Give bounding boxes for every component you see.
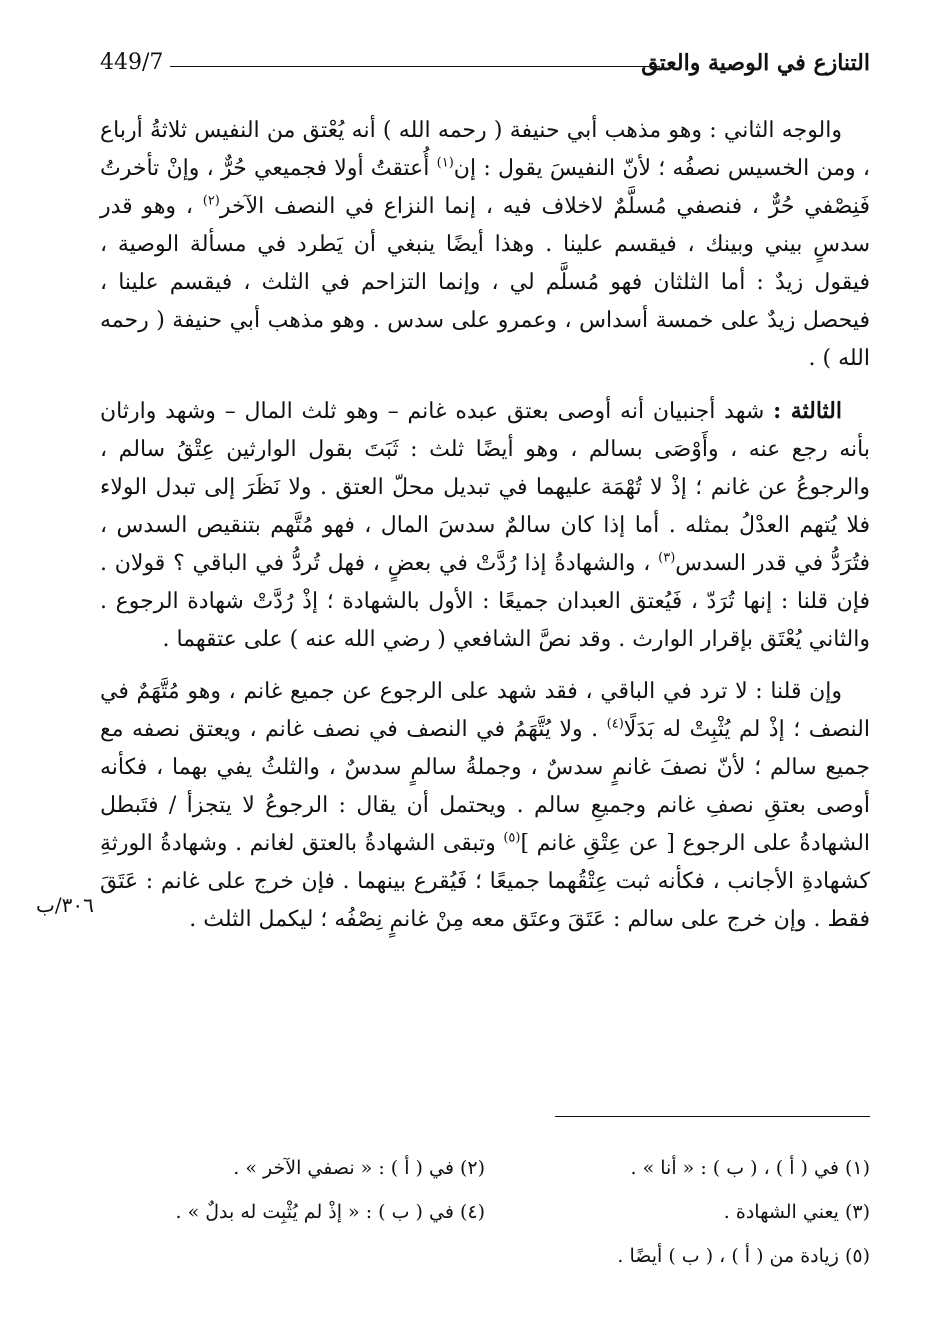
text-run: ، وهو قدر سدسٍ بيني وبينك ، فيقسم علينا . وهذا أيضًا ينبغي أن يَطرد في مسألة الوصية ، فيقول زيدٌ : أما الثلثان فهو مُسلَّم لي ، وإنما التزاحم في الثلث ، فيقسم علينا ، فيحصل زيدٌ على خمسة أسداس ، وعمرو على سدس . وهو مذهب أبي حنيفة ( رحمه الله ) .	[100, 194, 870, 371]
text-run: ، والشهادةُ إذا رُدَّتْ في بعضٍ ، فهل تُردُّ في الباقي ؟ قولان . فإن قلنا : إنها تُرَدّ ، فَيُعتق العبدان جميعًا : الأول بالشهادة ؛ إذْ رُدَّتْ شهادة الرجوع . والثاني يُعْتَق بإقرار الوارث . وقد نصَّ الشافعي ( رضي الله عنه ) على عتقهما .	[100, 551, 870, 652]
footnote-1: (١) في ( أ ) ، ( ب ) : « أنا » .	[630, 1157, 870, 1179]
footnote-reference: (٤)	[606, 716, 624, 732]
footnote-reference: (٥)	[503, 830, 521, 846]
section-lead: الثالثة :	[773, 398, 842, 424]
body-text	[100, 112, 870, 939]
header-rule	[170, 66, 660, 67]
text-run: . ولا يُتَّهَمُ في النصف في نصف غانم ، ويعتق نصفه مع جميع سالم ؛ لأنّ نصفَ غانمٍ سدسٌ ، وجملةُ سالمٍ سدسٌ ، والثلثُ يفي بهما ، فكأنه أوصى بعتقِ نصفِ غانم وجميعِ سالم . ويحتمل أن يقال : الرجوعُ لا يتجزأ / فتَبطل الشهادةُ على الرجوع [ عن عِتْقِ غانم ]	[100, 717, 871, 856]
footnote-separator	[555, 1116, 870, 1117]
paragraph-gap	[100, 659, 870, 673]
footnote-row	[100, 1190, 870, 1234]
footnotes	[100, 1146, 870, 1278]
footnote-row	[100, 1234, 870, 1278]
page-number: 449/7	[100, 50, 164, 75]
footnote-4: (٤) في ( ب ) : « إذْ لم يُثْبِت له بدلٌ » .	[175, 1201, 485, 1223]
running-header	[100, 48, 870, 84]
paragraph-gap	[100, 378, 870, 392]
body-paragraph	[100, 112, 870, 378]
text-run: أُعتقتُ أولا فجميعي حُرٌّ ، وإنْ تأخرتُ فَنِصْفي حُرٌّ ، فنصفي مُسلَّمٌ لاخلاف فيه ، إنما النزاع في النصف الآخر	[100, 156, 871, 219]
running-title: التنازع في الوصية والعتق	[641, 50, 870, 76]
footnote-row	[100, 1146, 870, 1190]
text-run: شهد أجنبيان أنه أوصى بعتق عبده غانم – وهو ثلث المال – وشهد وارثان بأنه رجع عنه ، وأَوْصَى بسالم ، وهو أيضًا ثلث : ثَبَتَ بقول الوارثين عِتْقُ سالم ، والرجوعُ عن غانم ؛ إذْ لا تُهْمَة عليهما في تبديل محلّ العتق . ولا نَظَرَ إلى تبدل الولاء فلا يُتهم العدْلُ بمثله . أما إذا كان سالمٌ سدسَ المال ، فهو مُتَّهم بتنقيص السدس ، فتُرَدُّ في قدر السدس	[100, 399, 870, 576]
footnote-5: (٥) زيادة من ( أ ) ، ( ب ) أيضًا .	[617, 1245, 870, 1267]
text-run: وإن قلنا : لا ترد في الباقي ، فقد شهد على الرجوع عن جميع غانم ، وهو مُتَّهَمٌ في النصف ؛ إذْ لم يُثْبِتْ له بَدَلًا	[100, 679, 871, 742]
footnote-reference: (١)	[436, 155, 454, 171]
body-paragraph	[100, 392, 870, 659]
footnote-2: (٢) في ( أ ) : « نصفي الآخر » .	[233, 1157, 485, 1179]
footnote-3: (٣) يعني الشهادة .	[723, 1201, 870, 1223]
footnote-reference: (٢)	[202, 193, 220, 209]
text-run: والوجه الثاني : وهو مذهب أبي حنيفة ( رحمه الله ) أنه يُعْتق من النفيس ثلاثةُ أرباع ، ومن الخسيس نصفُه ؛ لأنّ النفيسَ يقول : إن	[100, 118, 870, 181]
text-run: وتبقى الشهادةُ بالعتق لغانم . وشهادةُ الورثةِ كشهادةِ الأجانب ، فكأنه ثبت عِتْقُهما جميعًا ؛ فَيُقرع بينهما . فإن خرج على غانم : عَتَقَ فقط . وإن خرج على سالم : عَتَقَ وعتَق معه مِنْ غانمٍ نِصْفُه ؛ ليكمل الثلث .	[100, 831, 870, 932]
manuscript-folio-marker: ٣٠٦/ب	[36, 893, 94, 917]
body-paragraph	[100, 673, 870, 939]
footnote-reference: (٣)	[658, 550, 676, 566]
